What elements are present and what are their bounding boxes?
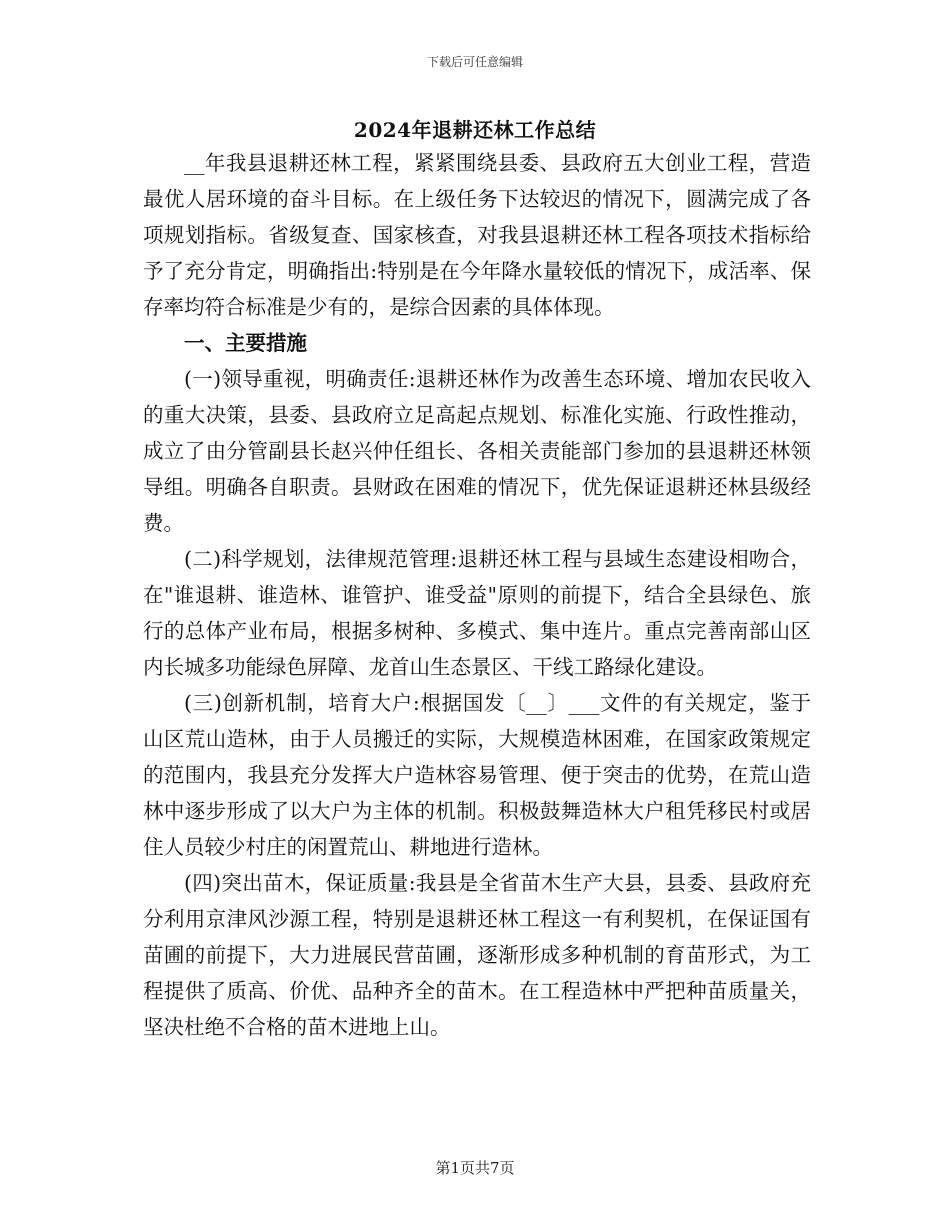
body-paragraph-2: (二)科学规划，法律规范管理:退耕还林工程与县域生态建设相吻合，在"谁退耕、谁造林、谁管护、谁受益"原则的前提下，结合全县绿色、旅行的总体产业布局，根据多树种、多模式、集中连片。重点完善南部山区内长城多功能绿色屏障、龙首山生态景区、干线工路绿化建设。	[143, 547, 811, 679]
document-title: 2024年退耕还林工作总结	[353, 118, 597, 142]
page-footer: 第1页共7页	[435, 1159, 515, 1177]
intro-paragraph: __年我县退耕还林工程，紧紧围绕县委、县政府五大创业工程，营造最优人居环境的奋斗目标。在上级任务下达较迟的情况下，圆满完成了各项规划指标。省级复查、国家核查，对我县退耕还林工程各项技术指标给予了充分肯定，明确指出:特别是在今年降水量较低的情况下，成活率、保存率均符合标准是少有的，是综合因素的具体体现。	[143, 151, 811, 319]
body-paragraph-3: (三)创新机制，培育大户:根据国发〔__〕___文件的有关规定，鉴于山区荒山造林，由于人员搬迁的实际，大规模造林困难，在国家政策规定的范围内，我县充分发挥大户造林容易管理、便于突击的优势，在荒山造林中逐步形成了以大户为主体的机制。积极鼓舞造林大户租凭移民村或居住人员较少村庄的闲置荒山、耕地进行造林。	[143, 691, 811, 859]
body-paragraph-4: (四)突出苗木，保证质量:我县是全省苗木生产大县，县委、县政府充分利用京津风沙源工程，特别是退耕还林工程这一有利契机，在保证国有苗圃的前提下，大力进展民营苗圃，逐渐形成多种机制的育苗形式，为工程提供了质高、价优、品种齐全的苗木。在工程造林中严把种苗质量关，坚决杜绝不合格的苗木进地上山。	[143, 871, 811, 1039]
section-heading: 一、主要措施	[184, 331, 307, 355]
document-body	[143, 145, 811, 1045]
header-note: 下载后可任意编辑	[426, 55, 523, 69]
body-paragraph-1: (一)领导重视，明确责任:退耕还林作为改善生态环境、增加农民收入的重大决策，县委、县政府立足高起点规划、标准化实施、行政性推动，成立了由分管副县长赵兴仲任组长、各相关责能部门参加的县退耕还林领导组。明确各自职责。县财政在困难的情况下，优先保证退耕还林县级经费。	[143, 367, 811, 535]
